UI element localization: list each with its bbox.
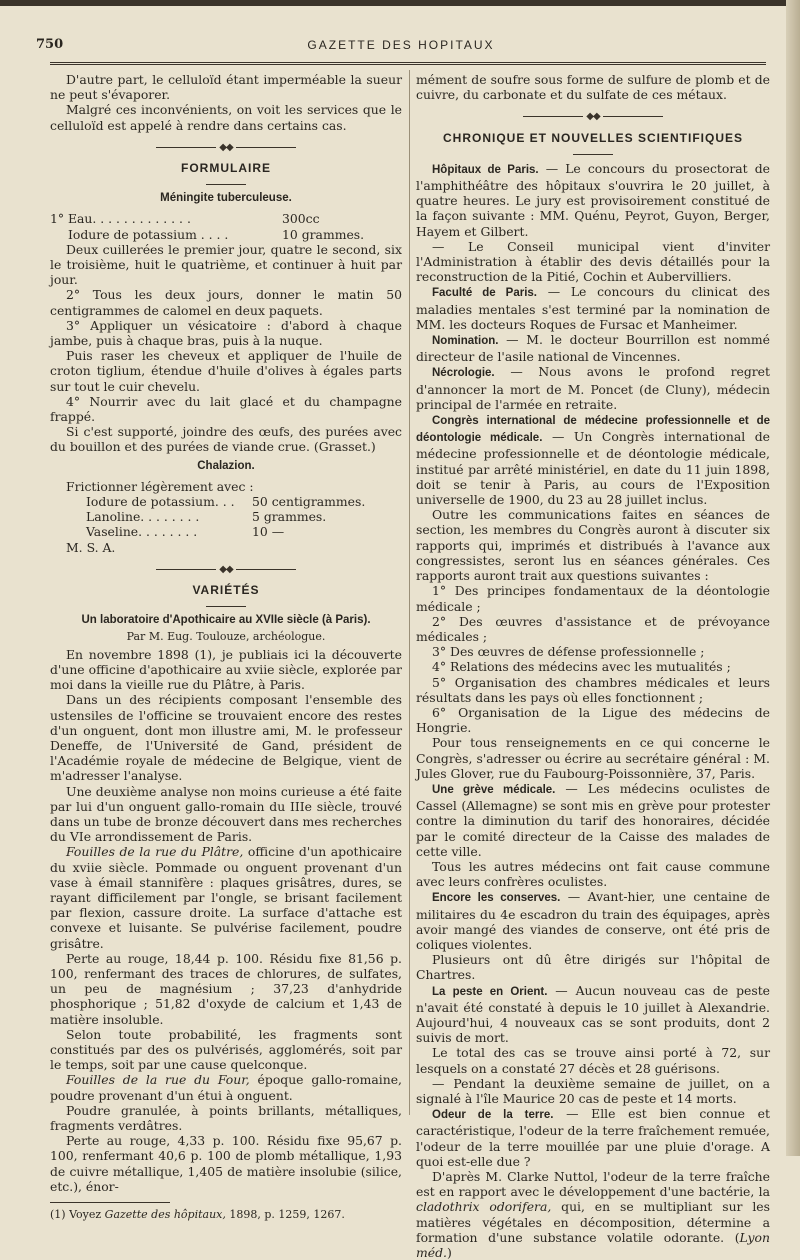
paragraph: — Pendant la deuxième semaine de juillet, on a signalé à l'île Maurice 20 cas de peste et 14 morts. [416, 1075, 770, 1106]
section-title-varietes: VARIÉTÉS [192, 583, 260, 598]
paragraph: Selon toute probabilité, les fragments sont constitués par des os pulvérisés, agglomérés, soit par le temps, soit par une cause quelconque. [50, 1026, 402, 1073]
paragraph: Frictionner légèrement avec : [66, 478, 254, 494]
page-header [36, 32, 766, 60]
paragraph [416, 161, 770, 239]
list-item: 1° Des principes fondamentaux de la déontologie médicale ; [416, 583, 770, 614]
header-rule [50, 62, 766, 65]
column-divider [409, 70, 410, 1115]
paragraph: Tous les autres médecins ont fait cause commune avec leurs confrères oculistes. [416, 858, 770, 890]
list-item: 2° Des œuvres d'assistance et de prévoyance médicales ; [416, 613, 770, 644]
paragraph [416, 781, 770, 859]
paragraph [50, 1072, 402, 1102]
text-run: — Elle est bien connue et caractéristique, l'odeur de la terre fraîchement remuée, l'odeur de la terre mouillée par une pluie d'orage. A quoi est-elle due ? [416, 1106, 770, 1169]
italic-text: Fouilles de la rue du Plâtre, [66, 844, 244, 860]
paragraph-lead: Une grève médicale. [432, 783, 556, 796]
paragraph: D'autre part, le celluloïd étant imperméable la sueur ne peut s'évaporer. [50, 72, 402, 103]
paragraph [416, 284, 770, 332]
paragraph: Outre les communications faites en séances de section, les membres du Congrès auront à discuter six rapports qui, imprimés et distribués à l'avance aux congressistes, seront lus en séances générales. Ces rapports auront trait aux questions suivantes : [416, 507, 770, 584]
short-rule [206, 606, 246, 607]
subsection-title: Méningite tuberculeuse. [160, 192, 292, 205]
paragraph: Plusieurs ont dû être dirigés sur l'hôpital de Chartres. [416, 952, 770, 983]
prescription-dose: 10 grammes. [282, 226, 365, 242]
text-run: — Nous avons le profond regret d'annoncer la mort de M. Poncet (de Cluny), médecin principal de l'armée en retraite. [416, 364, 770, 412]
paragraph: 4° Nourrir avec du lait glacé et du champagne frappé. [50, 393, 402, 425]
prescription-dose: 5 grammes. [252, 509, 327, 525]
ornament-divider: ◆◆ [50, 562, 402, 577]
paragraph: Pour tous renseignements en ce qui concerne le Congrès, s'adresser ou écrire au secrétaire général : M. Jules Glover, rue du Faubourg-Poissonnière, 37, Paris. [416, 735, 770, 781]
paragraph-lead: Hôpitaux de Paris. [432, 163, 539, 176]
prescription-item: Lanoline. . . . . . . . [86, 509, 200, 525]
text-run: officine d'un apothicaire du xviie siècle. Pommade ou onguent provenant d'un vase à émail stannifère : plaques grisâtres, dures, se rayant difficilement par l'ongle, se brisant facilement par flexion, cassure droite. La surface d'attache est convexe et luisante. Se pulvérise facilement, poudre grisâtre. [50, 844, 402, 951]
text-run: — Aucun nouveau cas de peste n'avait été constaté à depuis le 10 juillet à Alexandrie. Aujourd'hui, 4 nouveaux cas se sont produits, dont 2 suivis de mort. [416, 982, 771, 1046]
text-run: — M. le docteur Bourrillon est nommé directeur de l'asile national de Vincennes. [416, 332, 770, 365]
paragraph-lead: Congrès international de médecine professionnelle et de déontologie médicale. [416, 415, 770, 445]
prescription-line [50, 227, 402, 242]
paragraph: Poudre granulée, à points brillants, métalliques, fragments verdâtres. [50, 1102, 402, 1133]
paragraph [50, 844, 402, 950]
paragraph: — Le Conseil municipal vient d'inviter l'Administration à établir des devis détaillés pour la reconstruction de la Pitié, Cochin et Aubervilliers. [416, 238, 770, 285]
prescription-item: Iodure de potassium. . . [86, 494, 235, 510]
page-edge-right [786, 0, 800, 1156]
subsection-title: Chalazion. [197, 459, 255, 472]
footnote [50, 1207, 402, 1222]
text-run: ) [446, 1245, 452, 1260]
paragraph: Perte au rouge, 18,44 p. 100. Résidu fixe 81,56 p. 100, renfermant des traces de chlorures, de sulfates, un peu de magnésium ; 37,23 d'anhydride phosphorique ; 51,82 d'oxyde de calcium et 1,43 de matière insoluble. [50, 950, 402, 1027]
list-item: 4° Relations des médecins avec les mutualités ; [432, 659, 731, 675]
paragraph-lead: Odeur de la terre. [432, 1109, 554, 1122]
text-run: 1898, p. 1259, 1267. [225, 1208, 345, 1222]
text-run: — Les médecins oculistes de Cassel (Allemagne) se sont mis en grève pour protester contre la diminution du tarif des honoraires, décidée par le comité directeur de la Caisse des malades de cette ville. [416, 780, 770, 859]
text-run: — Le concours du prosectorat de l'amphithéâtre des hôpitaux s'ouvrira le 20 juillet, à quatre heures. Le jury est provisoirement constitué de la façon suivante : MM. Quénu, Peyrot, Guyon, Berger, Hayem et Gilbert. [416, 160, 770, 239]
footnote-rule [50, 1202, 170, 1203]
paragraph: Si c'est supporté, joindre des œufs, des purées avec du bouillon et des purées de viande crue. (Grasset.) [50, 424, 402, 455]
short-rule [573, 154, 613, 155]
italic-text: Lyon méd. [416, 1229, 770, 1260]
paragraph: Malgré ces inconvénients, on voit les services que le celluloïd est appelé à rendre dans certains cas. [50, 102, 402, 133]
paragraph [416, 412, 770, 507]
text-run: (1) Voyez [50, 1208, 105, 1222]
paragraph [416, 332, 770, 364]
paragraph: Le total des cas se trouve ainsi porté à 72, sur lesquels on a constaté 27 décès et 28 guérisons. [416, 1045, 770, 1076]
paragraph [416, 983, 770, 1046]
prescription-dose: 50 centigrammes. [252, 494, 366, 510]
prescription-dose: 300cc [282, 211, 320, 227]
paragraph-lead: Encore les conserves. [432, 892, 561, 905]
paragraph [416, 1106, 770, 1169]
paragraph-lead: Nécrologie. [432, 367, 495, 380]
text-run: qui, en se multipliant sur les matières végétales en décomposition, détermine a formation d'une substance volatile odorante. ( [416, 1199, 770, 1245]
paragraph: En novembre 1898 (1), je publiais ici la découverte d'une officine d'apothicaire au xviie siècle, explorée par moi dans la vieille rue du Plâtre, à Paris. [50, 646, 402, 693]
prescription-line [50, 524, 402, 539]
text-run: — Un Congrès international de médecine professionnelle et de déontologie médicale, institué par arrêté ministériel, en date du 11 juin 1898, doit se tenir à Paris, au cours de l'Exposition universelle de 1900, du 23 au 28 juillet inclus. [416, 429, 770, 508]
ornament-divider: ◆◆ [50, 140, 402, 155]
list-item: 6° Organisation de la Ligue des médecins de Hongrie. [416, 704, 770, 736]
text-run: — Avant-hier, une centaine de militaires du 4e escadron du train des équipages, après avoir mangé des viandes de conserve, ont été pris de coliques violentes. [416, 889, 770, 952]
paragraph-lead: Faculté de Paris. [432, 287, 537, 300]
prescription-dose: 10 — [252, 524, 285, 540]
prescription-line [50, 211, 402, 226]
paragraph-lead: Nomination. [432, 335, 499, 348]
section-title-formulaire: FORMULAIRE [181, 161, 271, 176]
list-item: 5° Organisation des chambres médicales et leurs résultats dans les pays où elles fonctionnent ; [416, 674, 770, 705]
journal-title: GAZETTE DES HOPITAUX [307, 38, 495, 52]
paragraph: Deux cuillerées le premier jour, quatre le second, six le troisième, huit le quatrième, et continuer à huit par jour. [50, 241, 402, 288]
paragraph: Perte au rouge, 4,33 p. 100. Résidu fixe 95,67 p. 100, renfermant 40,6 p. 100 de plomb métallique, 1,93 de cuivre métallique, 1,405 de matière insolubie (silice, etc.), énor- [50, 1133, 402, 1194]
text-run: époque gallo-romaine, poudre provenant d'un étui à onguent. [50, 1072, 402, 1103]
ornament-divider: ◆◆ [416, 109, 770, 124]
prescription-line [50, 509, 402, 524]
italic-text: Fouilles de la rue du Four, [66, 1072, 250, 1088]
paragraph: mément de soufre sous forme de sulfure de plomb et de cuivre, du carbonate et du sulfate de ces métaux. [416, 72, 770, 103]
prescription-item: Iodure de potassium . . . . [68, 226, 229, 242]
text-run: D'après M. Clarke Nuttol, l'odeur de la terre fraîche est en rapport avec le développement d'une bactérie, la [416, 1169, 770, 1200]
paragraph: Dans un des récipients composant l'ensemble des ustensiles de l'officine se trouvaient encore des restes d'un onguent, dont mon illustre ami, M. le professeur Deneffe, de l'Université de Gand, président de l'Académie royale de médecine de Belgique, vient de m'adresser l'analyse. [50, 692, 402, 784]
short-rule [206, 184, 246, 185]
prescription-item: Vaseline. . . . . . . . [86, 524, 198, 540]
paragraph: 2° Tous les deux jours, donner le matin 50 centigrammes de calomel en deux paquets. [50, 287, 402, 318]
italic-text: cladothrix odorifera, [416, 1199, 552, 1215]
italic-text: Gazette des hôpitaux, [104, 1208, 226, 1222]
right-column [416, 72, 770, 1260]
article-byline: Par M. Eug. Toulouze, archéologue. [126, 629, 326, 643]
prescription-number: 1° [50, 211, 65, 227]
paragraph: M. S. A. [66, 539, 116, 555]
section-title-chronique: CHRONIQUE ET NOUVELLES SCIENTIFIQUES [442, 130, 744, 145]
list-item: 3° Des œuvres de défense professionnelle ; [432, 644, 705, 660]
paragraph-lead: La peste en Orient. [432, 985, 548, 998]
page-number: 750 [36, 37, 64, 52]
article-title: Un laboratoire d'Apothicaire au XVIIe siècle (à Paris). [81, 614, 371, 627]
paragraph [416, 364, 770, 412]
paragraph: Puis raser les cheveux et appliquer de l'huile de croton tiglium, étendue d'huile d'olives à égales parts sur tout le cuir chevelu. [50, 348, 402, 394]
left-column [50, 72, 402, 1222]
paragraph [416, 889, 770, 952]
prescription-item: Eau. . . . . . . . . . . . . [68, 211, 191, 227]
paragraph: 3° Appliquer un vésicatoire : d'abord à chaque jambe, puis à chaque bras, puis à la nuque. [50, 317, 402, 349]
page-edge [0, 0, 800, 6]
prescription-line [50, 494, 402, 509]
paragraph: Une deuxième analyse non moins curieuse a été faite par lui d'un onguent gallo-romain du IIIe siècle, trouvé dans un tube de bronze découvert dans mes recherches du VIe arrondissement de Paris. [50, 783, 402, 845]
paragraph [416, 1169, 770, 1260]
text-run: — Le concours du clinicat des maladies mentales s'est terminé par la nomination de MM. les docteurs Roques de Fursac et Manheimer. [416, 284, 770, 332]
